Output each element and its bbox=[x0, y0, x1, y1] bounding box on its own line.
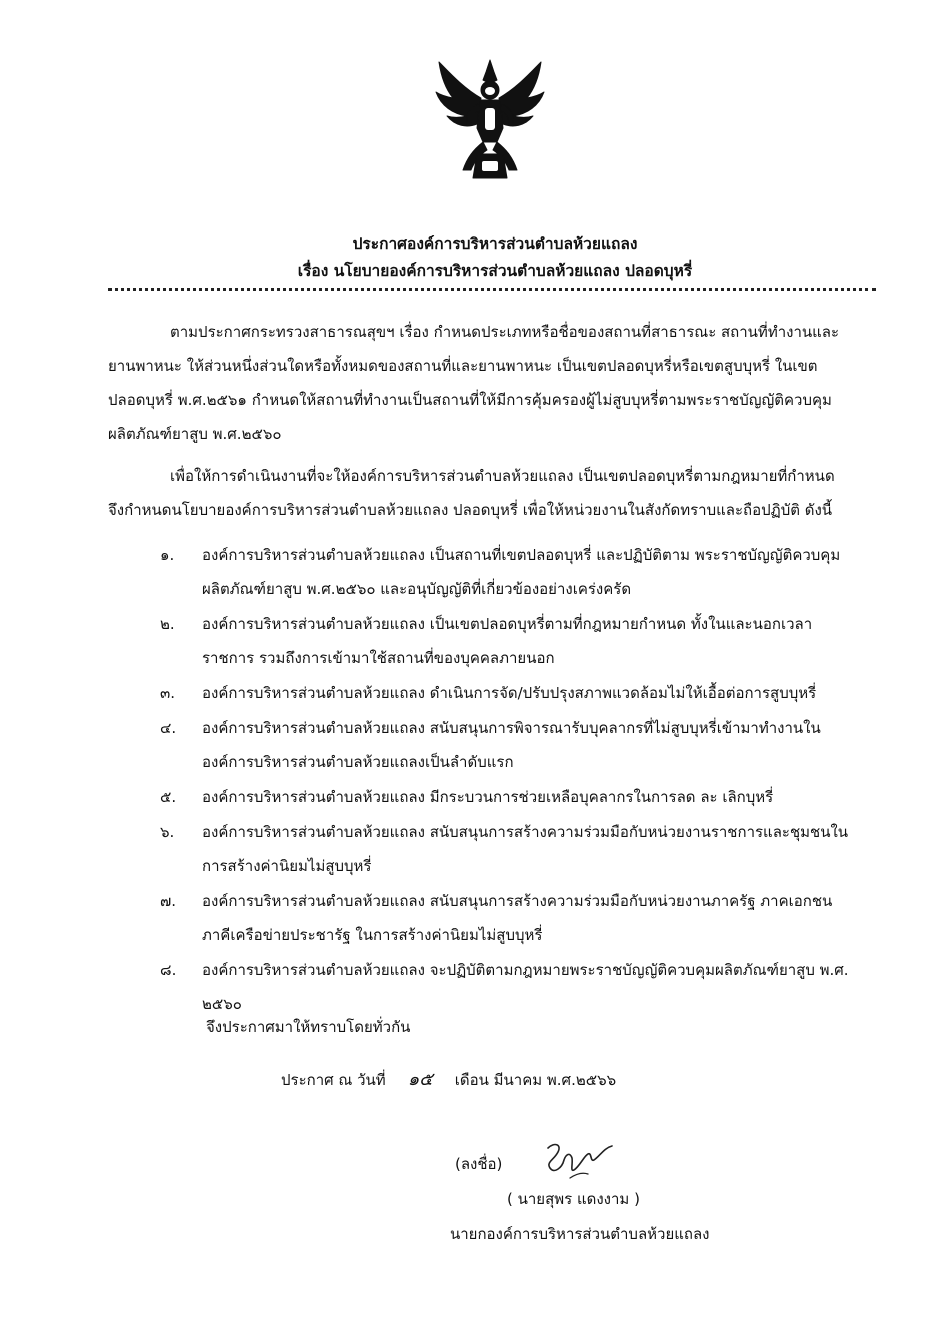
item-number: ๖. bbox=[160, 823, 175, 841]
item-number: ๕. bbox=[160, 788, 177, 806]
document-title: ประกาศองค์การบริหารส่วนตำบลห้วยแถลง bbox=[352, 235, 638, 253]
item-line: องค์การบริหารส่วนตำบลห้วยแถลง ดำเนินการจัด/ปรับปรุงสภาพแวดล้อมไม่ให้เอื้อต่อการสูบบุหรี่ bbox=[202, 684, 817, 702]
date-prefix: ประกาศ ณ วันที่ bbox=[281, 1071, 386, 1089]
item-line: ผลิตภัณฑ์ยาสูบ พ.ศ.๒๕๖๐ และอนุบัญญัติที่เกี่ยวข้องอย่างเคร่งครัด bbox=[202, 580, 632, 598]
paragraph-line: ยานพาหนะ ให้ส่วนหนึ่งส่วนใดหรือทั้งหมดของสถานที่และยานพาหนะ เป็นเขตปลอดบุหรี่หรือเขตสูบบุหรี่ ในเขต bbox=[108, 357, 818, 375]
announcement-date bbox=[281, 1065, 616, 1095]
item-line: องค์การบริหารส่วนตำบลห้วยแถลง สนับสนุนการสร้างความร่วมมือกับหน่วยงานภาครัฐ ภาคเอกชน bbox=[202, 892, 833, 910]
paragraph-background bbox=[108, 315, 876, 451]
item-line: องค์การบริหารส่วนตำบลห้วยแถลงเป็นลำดับแรก bbox=[202, 753, 514, 771]
document-subject: เรื่อง นโยบายองค์การบริหารส่วนตำบลห้วยแถลง ปลอดบุหรี่ bbox=[297, 262, 693, 280]
paragraph-line: จึงกำหนดนโยบายองค์การบริหารส่วนตำบลห้วยแถลง ปลอดบุหรี่ เพื่อให้หน่วยงานในสังกัดทราบและถือปฏิบัติ ดังนี้ bbox=[108, 501, 833, 519]
garuda-emblem-icon bbox=[433, 58, 548, 183]
signatory-position: นายกองค์การบริหารส่วนตำบลห้วยแถลง bbox=[450, 1225, 710, 1243]
policy-item bbox=[160, 780, 880, 814]
paragraph-line: ผลิตภัณฑ์ยาสูบ พ.ศ.๒๕๖๐ bbox=[108, 425, 282, 443]
item-line: ราชการ รวมถึงการเข้ามาใช้สถานที่ของบุคคลภายนอก bbox=[202, 649, 555, 667]
item-number: ๓. bbox=[160, 684, 176, 702]
policy-list bbox=[160, 538, 880, 1022]
item-line: องค์การบริหารส่วนตำบลห้วยแถลง จะปฏิบัติตามกฎหมายพระราชบัญญัติควบคุมผลิตภัณฑ์ยาสูบ พ.ศ. bbox=[202, 961, 849, 979]
policy-item bbox=[160, 607, 880, 675]
policy-item bbox=[160, 884, 880, 952]
paragraph-line: เพื่อให้การดำเนินงานที่จะให้องค์การบริหารส่วนตำบลห้วยแถลง เป็นเขตปลอดบุหรี่ตามกฎหมายที่กำหนด bbox=[170, 467, 835, 485]
signatory-name: ( นายสุพร แดงงาม ) bbox=[507, 1190, 640, 1208]
item-number: ๑. bbox=[160, 546, 175, 564]
date-suffix: เดือน มีนาคม พ.ศ.๒๕๖๖ bbox=[454, 1071, 617, 1089]
item-number: ๘. bbox=[160, 961, 177, 979]
signature-label: (ลงชื่อ) bbox=[455, 1155, 503, 1173]
policy-item bbox=[160, 676, 880, 710]
dotted-divider bbox=[108, 288, 876, 291]
policy-item bbox=[160, 711, 880, 779]
item-line: องค์การบริหารส่วนตำบลห้วยแถลง สนับสนุนการสร้างความร่วมมือกับหน่วยงานราชการและชุมชนใน bbox=[202, 823, 849, 841]
item-number: ๒. bbox=[160, 615, 175, 633]
item-number: ๔. bbox=[160, 719, 177, 737]
item-line: องค์การบริหารส่วนตำบลห้วยแถลง สนับสนุนการพิจารณารับบุคลากรที่ไม่สูบบุหรี่เข้ามาทำงานใน bbox=[202, 719, 821, 737]
policy-item bbox=[160, 538, 880, 606]
handwritten-signature bbox=[540, 1138, 620, 1184]
item-line: องค์การบริหารส่วนตำบลห้วยแถลง มีกระบวนการช่วยเหลือบุคลากรในการลด ละ เลิกบุหรี่ bbox=[202, 788, 774, 806]
item-line: องค์การบริหารส่วนตำบลห้วยแถลง เป็นเขตปลอดบุหรี่ตามที่กฎหมายกำหนด ทั้งในและนอกเวลา bbox=[202, 615, 813, 633]
item-number: ๗. bbox=[160, 892, 177, 910]
paragraph-line: ตามประกาศกระทรวงสาธารณสุขฯ เรื่อง กำหนดประเภทหรือชื่อของสถานที่สาธารณะ สถานที่ทำงานและ bbox=[170, 323, 840, 341]
paragraph-line: ปลอดบุหรี่ พ.ศ.๒๕๖๑ กำหนดให้สถานที่ทำงานเป็นสถานที่ให้มีการคุ้มครองผู้ไม่สูบบุหรี่ตามพระราชบัญญัติควบคุม bbox=[108, 391, 832, 409]
item-line: ๒๕๖๐ bbox=[202, 995, 242, 1013]
item-line: องค์การบริหารส่วนตำบลห้วยแถลง เป็นสถานที่เขตปลอดบุหรี่ และปฏิบัติตาม พระราชบัญญัติควบคุม bbox=[202, 546, 841, 564]
paragraph-purpose bbox=[108, 459, 876, 527]
date-day: ๑๕ bbox=[407, 1069, 433, 1090]
item-line: ภาคีเครือข่ายประชารัฐ ในการสร้างค่านิยมไม่สูบบุหรี่ bbox=[202, 926, 543, 944]
closing-statement: จึงประกาศมาให้ทราบโดยทั่วกัน bbox=[206, 1018, 411, 1036]
item-line: การสร้างค่านิยมไม่สูบบุหรี่ bbox=[202, 857, 372, 875]
policy-item bbox=[160, 815, 880, 883]
